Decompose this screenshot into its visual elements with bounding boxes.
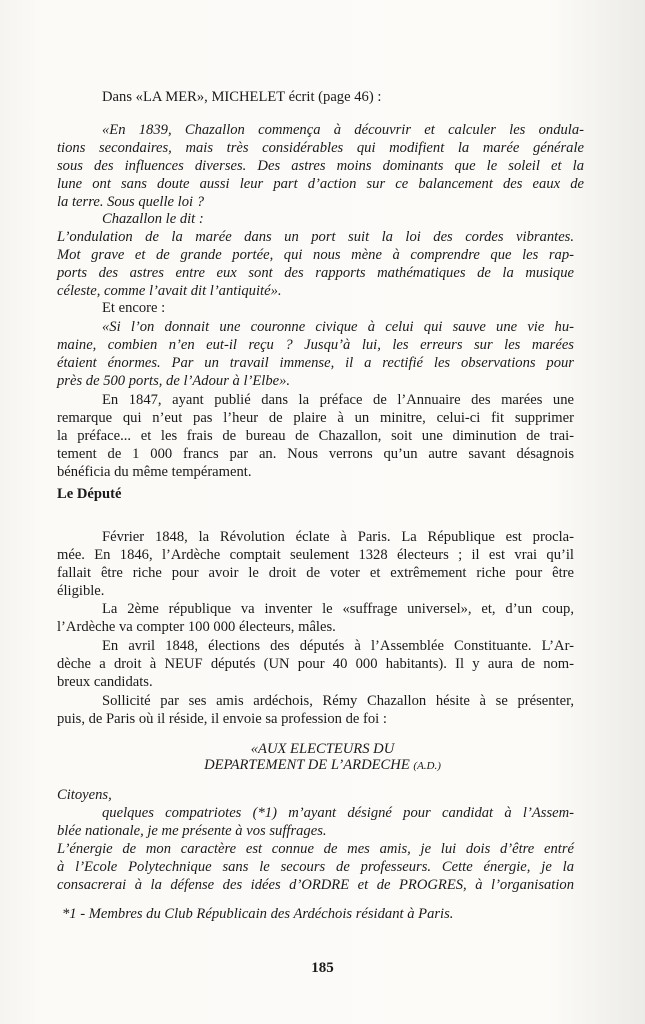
prof-line-4: à l’Ecole Polytechnique sans le secours de professeurs. Cette énergie, je la [57,859,574,875]
p1848-line-1: Février 1848, la Révolution éclate à Paris. La République est procla- [102,529,574,545]
title-ad: (A.D.) [413,760,441,772]
title-line-1: «AUX ELECTEURS DU [250,741,395,757]
p1848-line-2: mée. En 1846, l’Ardèche comptait seulement 1328 électeurs ; il est vrai qu’il [57,547,574,563]
footnote: *1 - Membres du Club Républicain des Ardéchois résidant à Paris. [62,906,454,922]
quote1-line-3: sous des influences diverses. Des astres moins dominants que le soleil et la [57,158,584,174]
title-line-2-text: DEPARTEMENT DE L’ARDECHE [204,757,410,773]
quote1-line-2: tions secondaires, mais très considérables qui modifient la marée générale [57,140,584,156]
et-encore: Et encore : [102,300,166,316]
quote3-line-4: près de 500 ports, de l’Adour à l’Elbe». [57,373,291,389]
quote1-line-5: la terre. Sous quelle loi ? [57,194,204,210]
page-number: 185 [311,960,334,976]
p1847-line-3: la préface... et les frais de bureau de Chazallon, soit une diminution de trai- [57,428,574,444]
quote3-line-2: maine, combien n’en eut-il reçu ? Jusqu’à lui, les erreurs sur les marées [57,337,574,353]
p1847-line-2: remarque qui n’eut pas l’heur de plaire à un minitre, celui-ci fit supprimer [57,410,574,426]
quote1-line-1: «En 1839, Chazallon commença à découvrir et calculer les ondula- [102,122,584,138]
quote2-line-3: ports des astres entre eux sont des rapports mathématiques de la musique [57,265,574,281]
prof-line-3: L’énergie de mon caractère est connue de mes amis, je lui dois d’être entré [57,841,574,857]
quote3-line-3: étaient énormes. Par un travail immense, il a rectifié les observations pour [57,355,574,371]
citoyens: Citoyens, [57,787,112,803]
p2rep-line-2: l’Ardèche va compter 100 000 électeurs, mâles. [57,619,336,635]
pavril-line-3: breux candidats. [57,674,153,690]
quote3-line-1: «Si l’on donnait une couronne civique à celui qui sauve une vie hu- [102,319,574,335]
quote1-line-4: lune ont sans doute aussi leur part d’action sur ce balancement des eaux de [57,176,584,192]
prof-line-2: blée nationale, je me présente à vos suffrages. [57,823,327,839]
psollicite-line-2: puis, de Paris où il réside, il envoie sa profession de foi : [57,711,387,727]
p1848-line-4: éligible. [57,583,105,599]
chazallon-dit: Chazallon le dit : [102,211,204,227]
quote2-line-4: céleste, comme l’avait dit l’antiquité». [57,283,282,299]
prof-line-1: quelques compatriotes (*1) m’ayant désigné pour candidat à l’Assem- [102,805,574,821]
pavril-line-1: En avril 1848, élections des députés à l’Assemblée Constituante. L’Ar- [102,638,574,654]
quote2-line-2: Mot grave et de grande portée, qui nous mène à comprendre que les rap- [57,247,574,263]
p2rep-line-1: La 2ème république va inventer le «suffrage universel», et, d’un coup, [102,601,574,617]
p1848-line-3: fallait être riche pour avoir le droit de voter et extrêmement riche pour être [57,565,574,581]
prof-line-5: consacrerai à la défense des idées d’ORDRE et de PROGRES, à l’organisation [57,877,574,893]
p1847-line-5: bénéficia du même tempérament. [57,464,252,480]
intro-line: Dans «LA MER», MICHELET écrit (page 46) : [102,89,382,105]
title-line-2 [0,756,645,776]
quote2-line-1: L’ondulation de la marée dans un port suit la loi des cordes vibrantes. [57,229,574,245]
psollicite-line-1: Sollicité par ses amis ardéchois, Rémy Chazallon hésite à se présenter, [102,693,574,709]
section-heading: Le Député [57,486,122,502]
p1847-line-1: En 1847, ayant publié dans la préface de l’Annuaire des marées une [102,392,574,408]
pavril-line-2: dèche a droit à NEUF députés (UN pour 40 000 habitants). Il y aura de nom- [57,656,574,672]
p1847-line-4: tement de 1 000 francs par an. Nous verrons qu’un autre savant désagnois [57,446,574,462]
